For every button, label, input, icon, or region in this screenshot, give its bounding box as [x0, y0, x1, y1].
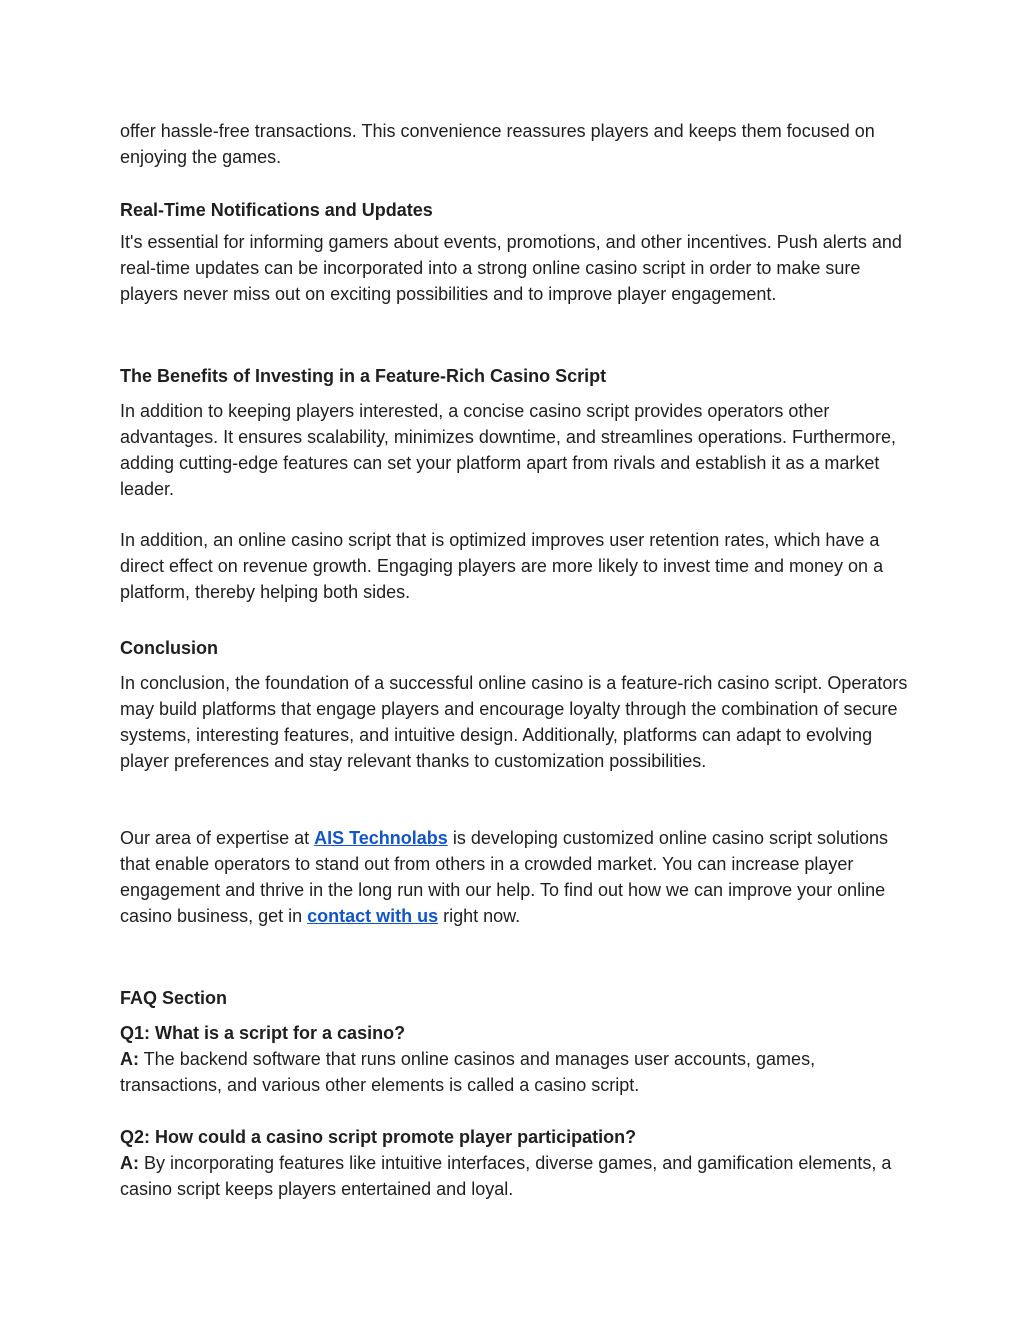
notifications-heading: Real-Time Notifications and Updates — [120, 200, 433, 220]
faq-heading: FAQ Section — [120, 988, 228, 1008]
conclusion-paragraph-1: In conclusion, the foundation of a successful online casino is a feature-rich casino script. Operators may build platforms that engage players and encourage loyalty through the combination of secure systems, interesting features, and intuitive design. Additionally, platforms can adapt to evolving player preferences and stay relevant thanks to customization possibilities. — [120, 673, 908, 771]
faq-question-2: Q2: How could a casino script promote player participation? — [120, 1127, 637, 1147]
faq-answer-text-1: The backend software that runs online casinos and manages user accounts, games, transactions, and various other elements is called a casino script. — [120, 1049, 816, 1095]
conclusion-paragraph-2 — [120, 825, 910, 929]
benefits-heading: The Benefits of Investing in a Feature-Rich Casino Script — [120, 366, 607, 386]
faq-answer-2 — [120, 1150, 910, 1202]
faq-answer-label-2: A: — [120, 1153, 139, 1173]
ais-technolabs-link[interactable]: AIS Technolabs — [314, 828, 448, 848]
benefits-paragraph-1: In addition to keeping players interested, a concise casino script provides operators other advantages. It ensures scalability, minimizes downtime, and streamlines operations. Furthermore, adding cutting-edge features can set your platform apart from rivals and establish it as a market leader. — [120, 401, 897, 499]
notifications-paragraph: It's essential for informing gamers about events, promotions, and other incentives. Push alerts and real-time updates can be incorporated into a strong online casino script in order to make sure players never miss out on exciting possibilities and to improve player engagement. — [120, 232, 902, 304]
faq-answer-label-1: A: — [120, 1049, 139, 1069]
conclusion-text-after: right now. — [438, 906, 521, 926]
faq-question-1: Q1: What is a script for a casino? — [120, 1023, 406, 1043]
conclusion-text-before: Our area of expertise at — [120, 828, 315, 848]
intro-paragraph: offer hassle-free transactions. This convenience reassures players and keeps them focused on enjoying the games. — [120, 121, 875, 167]
faq-item-2 — [120, 1124, 910, 1202]
faq-answer-text-2: By incorporating features like intuitive interfaces, diverse games, and gamification elements, a casino script keeps players entertained and loyal. — [120, 1153, 892, 1199]
benefits-paragraph-2: In addition, an online casino script that is optimized improves user retention rates, which have a direct effect on revenue growth. Engaging players are more likely to invest time and money on a platform, thereby helping both sides. — [120, 530, 884, 602]
conclusion-text-middle: is developing customized online casino script solutions that enable operators to stand out from others in a crowded market. You can increase player engagement and thrive in the long run with our help. To find out how we can improve your online casino business, get in — [120, 828, 889, 926]
conclusion-heading: Conclusion — [120, 638, 218, 658]
faq-answer-1 — [120, 1046, 910, 1098]
faq-item-1 — [120, 1020, 910, 1098]
contact-with-us-link[interactable]: contact with us — [307, 906, 439, 926]
